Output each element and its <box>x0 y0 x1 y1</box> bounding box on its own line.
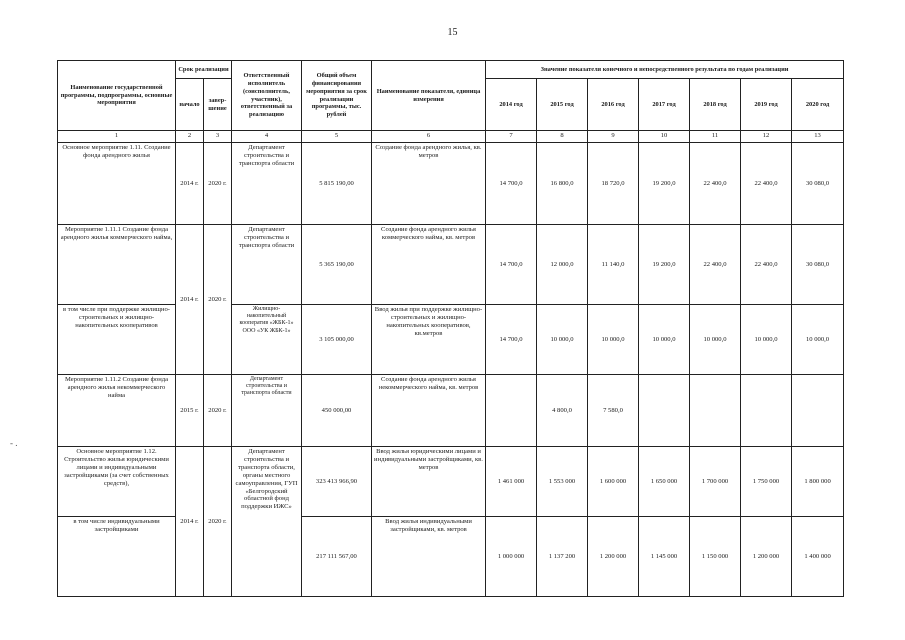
row-indicator: Создание фонда арендного жилья коммерческого найма, кв. метров <box>372 225 486 305</box>
column-number: 9 <box>588 131 639 143</box>
row-value: 14 700,0 <box>486 225 537 305</box>
row-value: 14 700,0 <box>486 143 537 225</box>
column-number: 10 <box>639 131 690 143</box>
header-row-1 <box>58 61 844 79</box>
row-funding: 450 000,00 <box>302 375 372 447</box>
row-name: Основное мероприятие 1.11. Создание фонда арендного жилья <box>58 143 176 225</box>
row-value: 16 800,0 <box>537 143 588 225</box>
row-value <box>792 375 844 447</box>
row-value <box>486 375 537 447</box>
row-value: 19 200,0 <box>639 225 690 305</box>
row-start: 2014 г. <box>176 225 204 375</box>
column-number: 4 <box>232 131 302 143</box>
row-value: 1 650 000 <box>639 447 690 517</box>
row-value <box>639 375 690 447</box>
row-value: 1 600 000 <box>588 447 639 517</box>
row-value: 10 000,0 <box>792 305 844 375</box>
row-value: 1 400 000 <box>792 517 844 597</box>
table-row <box>58 225 844 305</box>
row-value: 22 400,0 <box>690 225 741 305</box>
column-number: 12 <box>741 131 792 143</box>
row-value: 11 140,0 <box>588 225 639 305</box>
row-funding: 5 815 190,00 <box>302 143 372 225</box>
row-indicator: Ввод жилья при поддержке жилищно-строительных и жилищно-накопительных кооперативов, кв.метров <box>372 305 486 375</box>
table-row <box>58 375 844 447</box>
header-year: 2014 год <box>486 79 537 131</box>
row-value: 1 145 000 <box>639 517 690 597</box>
row-executor: Департамент строительства и транспорта области <box>232 375 302 447</box>
header-funding: Общий объем финансирования мероприятия за срок реализации программы, тыс. рублей <box>302 61 372 131</box>
header-year: 2020 год <box>792 79 844 131</box>
row-name: Мероприятие 1.11.1 Создание фонда арендного жилья коммерческого найма, <box>58 225 176 305</box>
row-start: 2014 г. <box>176 143 204 225</box>
header-end: завер-шение <box>204 79 232 131</box>
table-row <box>58 305 844 375</box>
program-table <box>57 60 844 597</box>
row-value: 30 080,0 <box>792 225 844 305</box>
row-value: 30 080,0 <box>792 143 844 225</box>
row-value: 1 000 000 <box>486 517 537 597</box>
header-name: Наименование государственной программы, подпрограммы, основные мероприятия <box>58 61 176 131</box>
header-indicator: Наименование показателя, единица измерения <box>372 61 486 131</box>
row-value: 1 150 000 <box>690 517 741 597</box>
table-row <box>58 447 844 517</box>
row-value: 10 000,0 <box>537 305 588 375</box>
column-number: 11 <box>690 131 741 143</box>
header-year: 2015 год <box>537 79 588 131</box>
row-value: 22 400,0 <box>690 143 741 225</box>
row-name: в том числе индивидуальными застройщиками <box>58 517 176 597</box>
row-end: 2020 г. <box>204 143 232 225</box>
row-value: 1 700 000 <box>690 447 741 517</box>
row-value: 1 200 000 <box>741 517 792 597</box>
column-number: 8 <box>537 131 588 143</box>
header-executor: Ответственный исполнитель (соисполнитель, участник), ответственный за реализацию <box>232 61 302 131</box>
row-value: 10 000,0 <box>588 305 639 375</box>
header-start: начало <box>176 79 204 131</box>
row-end: 2020 г. <box>204 225 232 375</box>
row-value: 10 000,0 <box>639 305 690 375</box>
row-end: 2020 г. <box>204 447 232 597</box>
row-value: 1 200 000 <box>588 517 639 597</box>
header-year: 2019 год <box>741 79 792 131</box>
row-value: 10 000,0 <box>741 305 792 375</box>
column-number: 2 <box>176 131 204 143</box>
row-value: 1 137 200 <box>537 517 588 597</box>
row-indicator: Создание фонда арендного жилья, кв. метров <box>372 143 486 225</box>
row-start: 2015 г. <box>176 375 204 447</box>
header-period: Срок реализации <box>176 61 232 79</box>
row-end: 2020 г. <box>204 375 232 447</box>
column-number: 13 <box>792 131 844 143</box>
row-funding: 323 413 966,90 <box>302 447 372 517</box>
row-value: 22 400,0 <box>741 225 792 305</box>
page-number: 15 <box>447 27 458 38</box>
row-value: 1 553 000 <box>537 447 588 517</box>
row-funding: 3 105 000,00 <box>302 305 372 375</box>
row-executor: Департамент строительства и транспорта области, органы местного самоуправления, ГУП «Белгородский областной фонд поддержки ИЖС» <box>232 447 302 597</box>
row-indicator: Ввод жилья индивидуальными застройщиками, кв. метров <box>372 517 486 597</box>
row-value: 7 580,0 <box>588 375 639 447</box>
row-value: 14 700,0 <box>486 305 537 375</box>
row-executor: Департамент строительства и транспорта области <box>232 143 302 225</box>
row-indicator: Ввод жилья юридическими лицами и индивидуальными застройщиками, кв. метров <box>372 447 486 517</box>
row-value: 4 800,0 <box>537 375 588 447</box>
row-name: Мероприятие 1.11.2 Создание фонда арендного жилья некоммерческого найма <box>58 375 176 447</box>
row-value: 22 400,0 <box>741 143 792 225</box>
column-number: 6 <box>372 131 486 143</box>
column-number-row <box>58 131 844 143</box>
row-value <box>741 375 792 447</box>
header-year: 2017 год <box>639 79 690 131</box>
row-value <box>690 375 741 447</box>
row-executor: Жилищно-накопительный кооператив «ЖБК-1» ООО «УК ЖБК-1» <box>232 305 302 375</box>
row-funding: 217 111 567,00 <box>302 517 372 597</box>
row-start: 2014 г. <box>176 447 204 597</box>
row-executor: Департамент строительства и транспорта области <box>232 225 302 305</box>
column-number: 5 <box>302 131 372 143</box>
column-number: 3 <box>204 131 232 143</box>
row-funding: 5 365 190,00 <box>302 225 372 305</box>
row-name: Основное мероприятие 1.12. Строительство жилья юридическими лицами и индивидуальными застройщиками (за счет собственных средств), <box>58 447 176 517</box>
row-value: 18 720,0 <box>588 143 639 225</box>
row-value: 10 000,0 <box>690 305 741 375</box>
margin-mark: - . <box>10 438 18 448</box>
row-value: 19 200,0 <box>639 143 690 225</box>
header-year: 2016 год <box>588 79 639 131</box>
row-name: в том числе при поддержке жилищно-строительных и жилищно-накопительных кооперативов <box>58 305 176 375</box>
column-number: 7 <box>486 131 537 143</box>
column-number: 1 <box>58 131 176 143</box>
table-row <box>58 143 844 225</box>
header-values-title: Значение показателя конечного и непосредственного результата по годам реализации <box>486 61 844 79</box>
row-value: 12 000,0 <box>537 225 588 305</box>
row-value: 1 461 000 <box>486 447 537 517</box>
row-value: 1 750 000 <box>741 447 792 517</box>
row-indicator: Создание фонда арендного жилья некоммерческого найма, кв. метров <box>372 375 486 447</box>
table-row <box>58 517 844 597</box>
header-year: 2018 год <box>690 79 741 131</box>
row-value: 1 800 000 <box>792 447 844 517</box>
